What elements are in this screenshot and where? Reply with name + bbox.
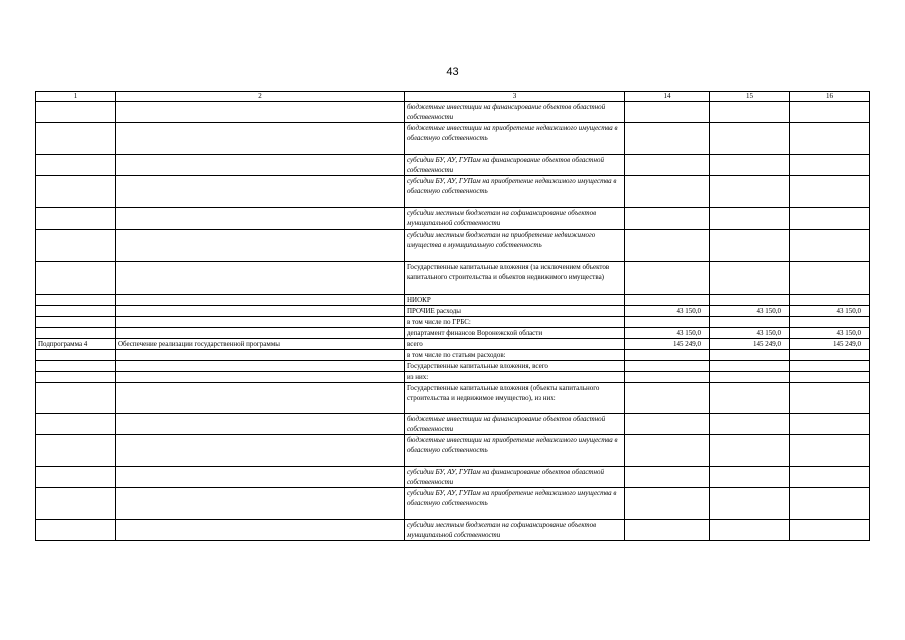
- row-label-cell: [36, 230, 116, 262]
- table-row: [36, 123, 870, 155]
- value-cell-15: [710, 350, 790, 361]
- page-number: 43: [446, 66, 459, 78]
- expense-item-cell: субсидии местным бюджетам на приобретение недвижимого имущества в муниципальную собственность: [405, 230, 625, 262]
- value-cell-16: [790, 262, 870, 295]
- value-cell-14: [625, 467, 710, 488]
- expense-item-cell: субсидии БУ, АУ, ГУПам на приобретение недвижимого имущества в областную собственность: [405, 176, 625, 208]
- table-row: [36, 317, 870, 328]
- column-header: 16: [790, 92, 870, 102]
- value-cell-14: [625, 295, 710, 306]
- value-cell-15: [710, 317, 790, 328]
- table-row: [36, 262, 870, 295]
- row-label-cell: [36, 350, 116, 361]
- value-cell-14: [625, 230, 710, 262]
- value-cell-15: [710, 383, 790, 414]
- table-row: [36, 102, 870, 123]
- row-name-cell: [116, 208, 405, 230]
- row-name-cell: [116, 306, 405, 317]
- value-cell-14: [625, 155, 710, 176]
- header-row: [36, 92, 870, 102]
- expense-item-cell: Государственные капитальные вложения (объекты капитального строительства и недвижимое имущество), из них:: [405, 383, 625, 414]
- value-cell-15: [710, 155, 790, 176]
- value-cell-16: [790, 176, 870, 208]
- value-cell-16: [790, 383, 870, 414]
- table-body: [36, 92, 870, 541]
- expense-item-cell: субсидии БУ, АУ, ГУПам на приобретение недвижимого имущества в областную собственность: [405, 488, 625, 520]
- row-label-cell: [36, 208, 116, 230]
- value-cell-15: [710, 295, 790, 306]
- row-label-cell: [36, 155, 116, 176]
- row-label-cell: [36, 317, 116, 328]
- table-row: [36, 208, 870, 230]
- value-cell-15: [710, 435, 790, 467]
- value-cell-15: [710, 176, 790, 208]
- value-cell-16: [790, 520, 870, 541]
- expense-item-cell: Государственные капитальные вложения (за исключением объектов капитального строительства и объектов недвижимого имущества): [405, 262, 625, 295]
- expense-item-cell: Государственные капитальные вложения, всего: [405, 361, 625, 372]
- table-row: [36, 414, 870, 435]
- value-cell-16: [790, 102, 870, 123]
- expense-item-cell: департамент финансов Воронежской области: [405, 328, 625, 339]
- value-cell-16: [790, 123, 870, 155]
- expense-item-cell: ПРОЧИЕ расходы: [405, 306, 625, 317]
- expense-item-cell: бюджетные инвестиции на финансирование объектов областной собственности: [405, 102, 625, 123]
- row-name-cell: [116, 155, 405, 176]
- value-cell-15: [710, 262, 790, 295]
- value-cell-16: [790, 208, 870, 230]
- value-cell-15: [710, 123, 790, 155]
- row-label-cell: [36, 306, 116, 317]
- value-cell-14: [625, 361, 710, 372]
- row-label-cell: [36, 361, 116, 372]
- value-cell-16: 43 150,0: [790, 328, 870, 339]
- value-cell-16: [790, 414, 870, 435]
- table-row: [36, 155, 870, 176]
- expense-item-cell: в том числе по ГРБС:: [405, 317, 625, 328]
- expense-item-cell: субсидии БУ, АУ, ГУПам на финансирование объектов областной собственности: [405, 155, 625, 176]
- value-cell-15: [710, 372, 790, 383]
- column-header: 1: [36, 92, 116, 102]
- value-cell-14: [625, 102, 710, 123]
- value-cell-16: [790, 372, 870, 383]
- table-row: [36, 520, 870, 541]
- column-header: 15: [710, 92, 790, 102]
- expense-item-cell: из них:: [405, 372, 625, 383]
- row-name-cell: [116, 230, 405, 262]
- expense-item-cell: бюджетные инвестиции на приобретение недвижимого имущества в областную собственность: [405, 123, 625, 155]
- row-name-cell: [116, 176, 405, 208]
- value-cell-15: [710, 520, 790, 541]
- value-cell-16: [790, 155, 870, 176]
- value-cell-16: [790, 467, 870, 488]
- row-label-cell: [36, 467, 116, 488]
- value-cell-14: [625, 383, 710, 414]
- row-label-cell: [36, 488, 116, 520]
- value-cell-16: 43 150,0: [790, 306, 870, 317]
- table-row: [36, 361, 870, 372]
- row-name-cell: [116, 435, 405, 467]
- row-name-cell: [116, 520, 405, 541]
- row-label-cell: [36, 262, 116, 295]
- value-cell-15: [710, 467, 790, 488]
- value-cell-14: [625, 262, 710, 295]
- value-cell-15: [710, 230, 790, 262]
- value-cell-16: [790, 317, 870, 328]
- row-name-cell: [116, 102, 405, 123]
- value-cell-16: [790, 350, 870, 361]
- table-row: [36, 383, 870, 414]
- row-name-cell: [116, 488, 405, 520]
- value-cell-16: [790, 230, 870, 262]
- row-name-cell: [116, 123, 405, 155]
- value-cell-15: 43 150,0: [710, 328, 790, 339]
- row-label-cell: [36, 123, 116, 155]
- table-row: [36, 435, 870, 467]
- row-name-cell: [116, 372, 405, 383]
- value-cell-15: [710, 414, 790, 435]
- expense-item-cell: бюджетные инвестиции на финансирование объектов областной собственности: [405, 414, 625, 435]
- table-row: [36, 488, 870, 520]
- table-row: [36, 295, 870, 306]
- value-cell-16: [790, 488, 870, 520]
- expense-item-cell: НИОКР: [405, 295, 625, 306]
- row-label-cell: [36, 520, 116, 541]
- row-label-cell: [36, 295, 116, 306]
- value-cell-14: [625, 435, 710, 467]
- table-row: [36, 350, 870, 361]
- expense-item-cell: в том числе по статьям расходов:: [405, 350, 625, 361]
- row-label-cell: [36, 414, 116, 435]
- table-row: [36, 328, 870, 339]
- value-cell-15: [710, 488, 790, 520]
- value-cell-14: [625, 372, 710, 383]
- value-cell-15: [710, 102, 790, 123]
- value-cell-14: [625, 123, 710, 155]
- column-header: 14: [625, 92, 710, 102]
- expense-item-cell: всего: [405, 339, 625, 350]
- expense-item-cell: бюджетные инвестиции на приобретение недвижимого имущества в областную собственность: [405, 435, 625, 467]
- value-cell-14: 145 249,0: [625, 339, 710, 350]
- expense-item-cell: субсидии местным бюджетам на софинансирование объектов муниципальной собственности: [405, 208, 625, 230]
- row-name-cell: [116, 328, 405, 339]
- row-label-cell: Подпрограмма 4: [36, 339, 116, 350]
- row-label-cell: [36, 383, 116, 414]
- value-cell-14: [625, 414, 710, 435]
- row-label-cell: [36, 328, 116, 339]
- value-cell-16: [790, 295, 870, 306]
- row-name-cell: [116, 262, 405, 295]
- row-label-cell: [36, 176, 116, 208]
- row-name-cell: [116, 383, 405, 414]
- row-name-cell: [116, 414, 405, 435]
- value-cell-14: [625, 176, 710, 208]
- table-row: [36, 372, 870, 383]
- row-label-cell: [36, 435, 116, 467]
- value-cell-16: 145 249,0: [790, 339, 870, 350]
- row-name-cell: [116, 317, 405, 328]
- row-label-cell: [36, 372, 116, 383]
- table-row: [36, 176, 870, 208]
- value-cell-14: 43 150,0: [625, 306, 710, 317]
- value-cell-14: [625, 317, 710, 328]
- value-cell-14: [625, 488, 710, 520]
- column-header: 2: [116, 92, 405, 102]
- expense-item-cell: субсидии БУ, АУ, ГУПам на финансирование объектов областной собственности: [405, 467, 625, 488]
- row-name-cell: [116, 467, 405, 488]
- value-cell-15: 43 150,0: [710, 306, 790, 317]
- value-cell-14: [625, 208, 710, 230]
- row-name-cell: [116, 350, 405, 361]
- value-cell-15: [710, 208, 790, 230]
- table-row: [36, 306, 870, 317]
- value-cell-14: 43 150,0: [625, 328, 710, 339]
- table-row: [36, 230, 870, 262]
- table-row: [36, 339, 870, 350]
- expense-item-cell: субсидии местным бюджетам на софинансирование объектов муниципальной собственности: [405, 520, 625, 541]
- row-name-cell: [116, 295, 405, 306]
- table-row: [36, 467, 870, 488]
- row-name-cell: [116, 361, 405, 372]
- column-header: 3: [405, 92, 625, 102]
- value-cell-15: [710, 361, 790, 372]
- row-name-cell: Обеспечение реализации государственной программы: [116, 339, 405, 350]
- value-cell-16: [790, 435, 870, 467]
- row-label-cell: [36, 102, 116, 123]
- value-cell-14: [625, 350, 710, 361]
- value-cell-14: [625, 520, 710, 541]
- value-cell-16: [790, 361, 870, 372]
- budget-table: [35, 91, 870, 541]
- value-cell-15: 145 249,0: [710, 339, 790, 350]
